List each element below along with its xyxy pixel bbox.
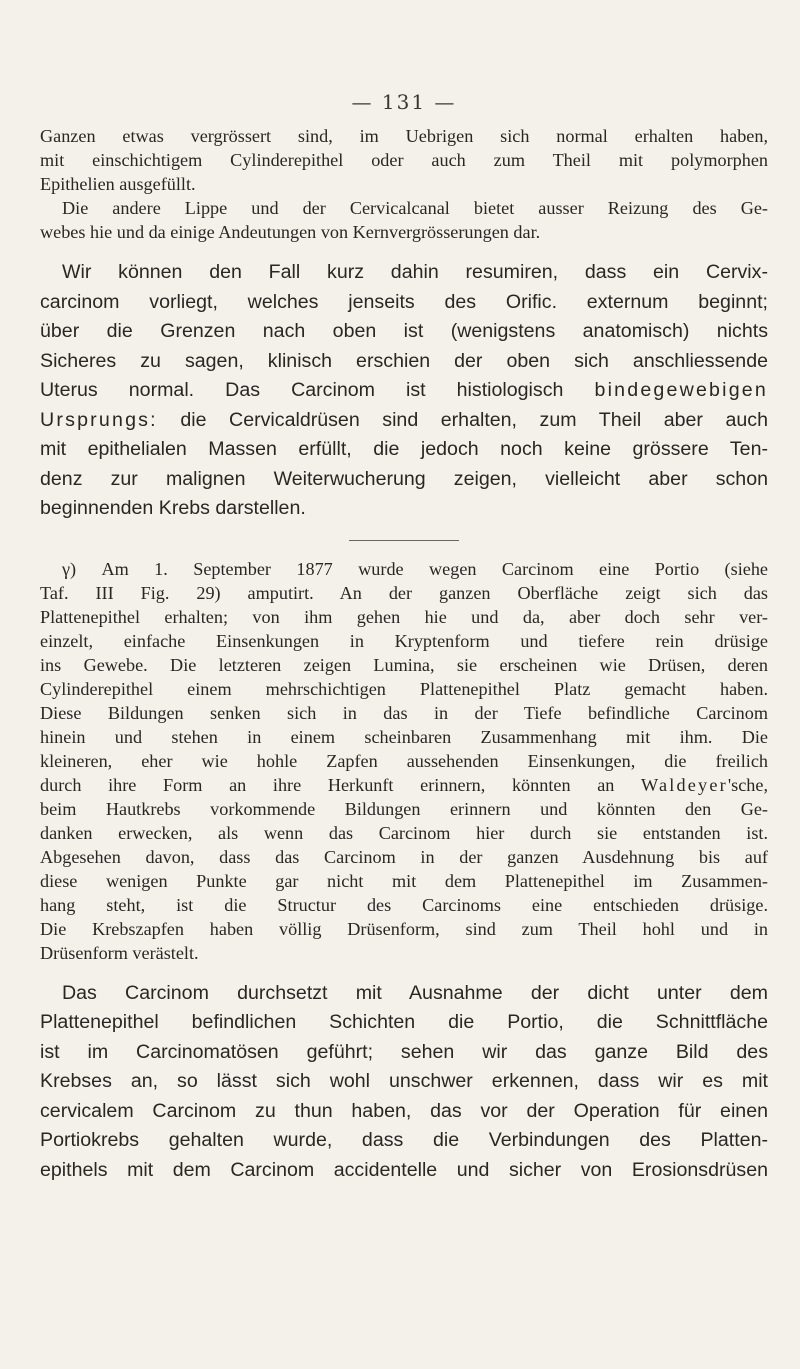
- text-line: ins Gewebe. Die letzteren zeigen Lumina, sie erscheinen wie Drüsen, deren: [40, 654, 768, 675]
- text-line: [40, 376, 768, 406]
- text-line: Ganzen etwas vergrössert sind, im Uebrigen sich normal erhalten haben,: [40, 126, 768, 146]
- text-line: Drüsenform verästelt.: [40, 942, 199, 963]
- text-line: Portiokrebs gehalten wurde, dass die Verbindungen des Platten-: [40, 1129, 768, 1151]
- emphasized-term: Ursprungs:: [40, 408, 158, 431]
- text-line: beginnenden Krebs darstellen.: [40, 497, 306, 519]
- text-line: [40, 773, 768, 797]
- text-line: mit epithelialen Massen erfüllt, die jedoch noch keine grössere Ten-: [40, 438, 768, 460]
- text-span: 'sche,: [727, 774, 768, 795]
- text-line: γ) Am 1. September 1877 wurde wegen Carcinom eine Portio (siehe: [62, 558, 768, 579]
- book-page: [40, 0, 768, 1369]
- text-line: Das Carcinom durchsetzt mit Ausnahme der dicht unter dem: [62, 981, 768, 1004]
- text-line: Wir können den Fall kurz dahin resumiren, dass ein Cervix-: [62, 261, 768, 283]
- paragraph-conclusion: [40, 979, 768, 1186]
- paragraph-case-gamma: [40, 557, 768, 965]
- page-number: — 131 —: [351, 90, 457, 114]
- text-line: Die andere Lippe und der Cervicalcanal bietet ausser Reizung des Ge-: [62, 198, 768, 218]
- author-name: Waldeyer: [641, 774, 728, 795]
- text-line: Abgesehen davon, dass das Carcinom in der ganzen Ausdehnung bis auf: [40, 846, 768, 867]
- text-line: über die Grenzen nach oben ist (wenigstens anatomisch) nichts: [40, 320, 768, 342]
- text-span: die Cervicaldrüsen sind erhalten, zum Theil aber auch: [157, 408, 768, 431]
- text-line: kleineren, eher wie hohle Zapfen aussehenden Einsenkungen, die freilich: [40, 750, 768, 771]
- text-line: Epithelien ausgefüllt.: [40, 174, 196, 194]
- text-line: Plattenepithel befindlichen Schichten die Portio, die Schnittfläche: [40, 1011, 768, 1033]
- text-line: Sicheres zu sagen, klinisch erschien der oben sich anschliessende: [40, 349, 768, 372]
- text-line: Krebses an, so lässt sich wohl unschwer erkennen, dass wir es mit: [40, 1070, 768, 1092]
- text-span: Uterus normal. Das Carcinom ist histiologisch: [40, 379, 595, 401]
- text-line: einzelt, einfache Einsenkungen in Kryptenform und tiefere rein drüsige: [40, 630, 768, 651]
- text-line: carcinom vorliegt, welches jenseits des Orific. externum beginnt;: [40, 290, 768, 313]
- text-line: Plattenepithel erhalten; von ihm gehen hie und da, aber doch sehr ver-: [40, 606, 768, 627]
- text-line: diese wenigen Punkte gar nicht mit dem Plattenepithel im Zusammen-: [40, 870, 768, 891]
- paragraph-andere-lippe: [40, 196, 768, 244]
- text-line: cervicalem Carcinom zu thun haben, das vor der Operation für einen: [40, 1099, 768, 1122]
- emphasized-term: bindegewebigen: [594, 379, 768, 401]
- text-line: [40, 406, 768, 436]
- text-line: beim Hautkrebs vorkommende Bildungen erinnern und könnten den Ge-: [40, 798, 768, 819]
- text-line: hang steht, ist die Structur des Carcinoms eine entschieden drüsige.: [40, 894, 768, 915]
- text-line: hinein und stehen in einem scheinbaren Zusammenhang mit ihm. Die: [40, 726, 768, 747]
- text-line: Taf. III Fig. 29) amputirt. An der ganzen Oberfläche zeigt sich das: [40, 582, 768, 603]
- text-line: danken erwecken, als wenn das Carcinom hier durch sie entstanden ist.: [40, 822, 768, 843]
- text-line: webes hie und da einige Andeutungen von Kernvergrösserungen dar.: [40, 222, 541, 242]
- text-span: durch ihre Form an ihre Herkunft erinnern, könnten an: [40, 774, 642, 795]
- text-line: denz zur malignen Weiterwucherung zeigen, vielleicht aber schon: [40, 467, 768, 490]
- text-line: ist im Carcinomatösen geführt; sehen wir das ganze Bild des: [40, 1040, 768, 1063]
- text-line: Diese Bildungen senken sich in das in der Tiefe befindliche Carcinom: [40, 702, 768, 723]
- text-line: Cylinderepithel einem mehrschichtigen Plattenepithel Platz gemacht haben.: [40, 678, 768, 699]
- text-line: mit einschichtigem Cylinderepithel oder auch zum Theil mit polymorphen: [40, 150, 768, 170]
- paragraph-summary: [40, 258, 768, 524]
- paragraph-ganzen: [40, 124, 768, 196]
- text-line: epithels mit dem Carcinom accidentelle und sicher von Erosionsdrüsen: [40, 1158, 768, 1181]
- text-line: Die Krebszapfen haben völlig Drüsenform, sind zum Theil hohl und in: [40, 918, 768, 939]
